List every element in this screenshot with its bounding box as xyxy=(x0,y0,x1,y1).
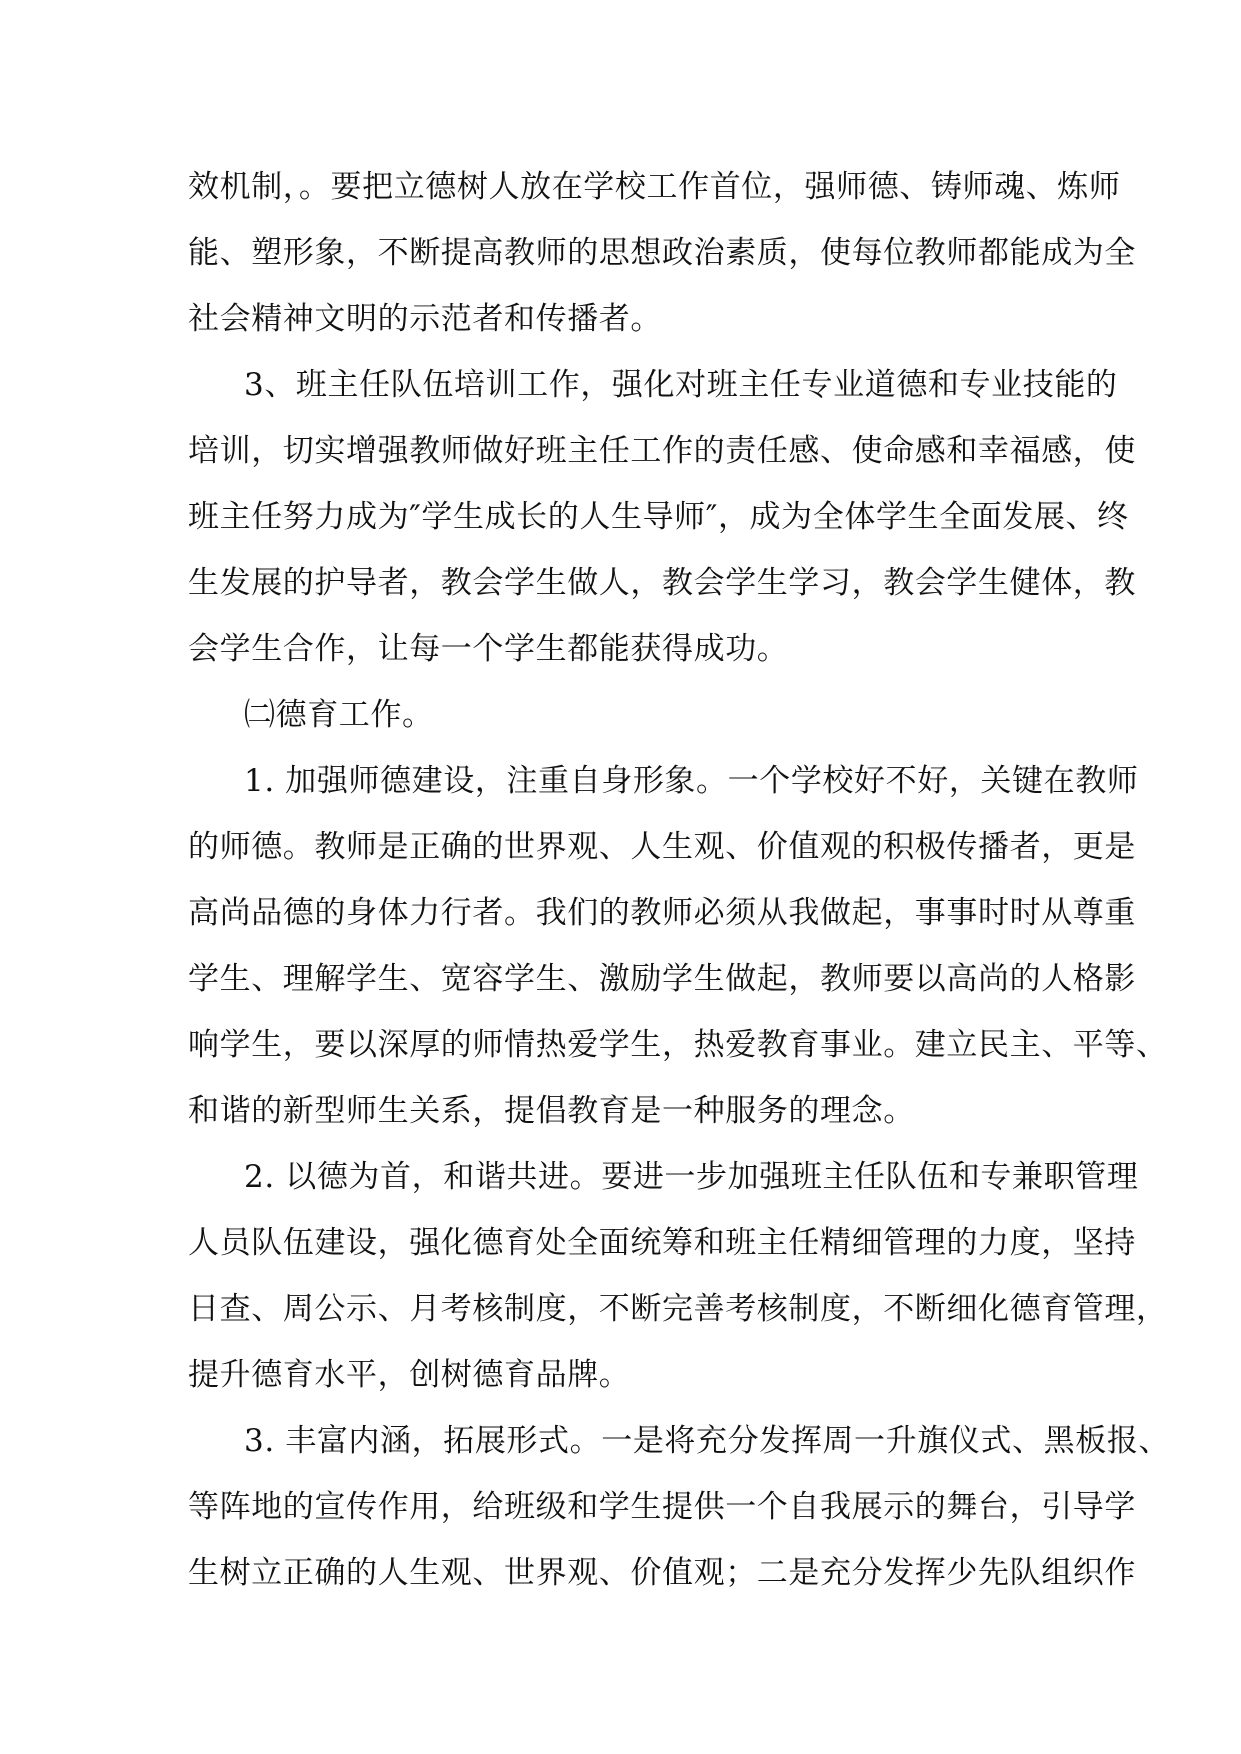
text-line: 生树立正确的人生观、世界观、价值观；二是充分发挥少先队组织作 xyxy=(188,1555,1136,1591)
text-line: 生发展的护导者，教会学生做人，教会学生学习，教会学生健体，教 xyxy=(188,565,1136,601)
text-line: 的师德。教师是正确的世界观、人生观、价值观的积极传播者，更是 xyxy=(188,829,1136,865)
text-line: 高尚品德的身体力行者。我们的教师必须从我做起，事事时时从尊重 xyxy=(188,895,1136,931)
text-line: 培训，切实增强教师做好班主任工作的责任感、使命感和幸福感，使 xyxy=(188,433,1136,469)
text-line: 人员队伍建设，强化德育处全面统筹和班主任精细管理的力度，坚持 xyxy=(188,1225,1136,1261)
paragraph-start-line: 3. 丰富内涵，拓展形式。一是将充分发挥周一升旗仪式、黑板报、 xyxy=(244,1423,1171,1459)
text-line: 和谐的新型师生关系，提倡教育是一种服务的理念。 xyxy=(188,1093,915,1129)
section-heading: ㈡德育工作。 xyxy=(244,697,434,733)
paragraph-start-line: 2. 以德为首，和谐共进。要进一步加强班主任队伍和专兼职管理 xyxy=(244,1159,1139,1195)
body-text xyxy=(188,154,1171,1606)
text-line: 班主任努力成为″学生成长的人生导师″，成为全体学生全面发展、终 xyxy=(188,499,1129,535)
text-line: 提升德育水平，创树德育品牌。 xyxy=(188,1357,631,1393)
text-line: 学生、理解学生、宽容学生、激励学生做起，教师要以高尚的人格影 xyxy=(188,961,1136,997)
text-line: 能、塑形象，不断提高教师的思想政治素质，使每位教师都能成为全 xyxy=(188,235,1136,271)
text-line: 等阵地的宣传作用，给班级和学生提供一个自我展示的舞台，引导学 xyxy=(188,1489,1136,1525)
text-line: 响学生，要以深厚的师情热爱学生，热爱教育事业。建立民主、平等、 xyxy=(188,1027,1168,1063)
text-line: 会学生合作，让每一个学生都能获得成功。 xyxy=(188,631,789,667)
paragraph-start-line: 3、班主任队伍培训工作，强化对班主任专业道德和专业技能的 xyxy=(244,367,1118,403)
text-line: 效机制，。要把立德树人放在学校工作首位，强师德、铸师魂、炼师 xyxy=(188,169,1121,205)
text-line: 日查、周公示、月考核制度，不断完善考核制度，不断细化德育管理， xyxy=(188,1291,1168,1327)
text-line: 社会精神文明的示范者和传播者。 xyxy=(188,301,662,337)
paragraph-start-line: 1. 加强师德建设，注重自身形象。一个学校好不好，关键在教师 xyxy=(244,763,1139,799)
